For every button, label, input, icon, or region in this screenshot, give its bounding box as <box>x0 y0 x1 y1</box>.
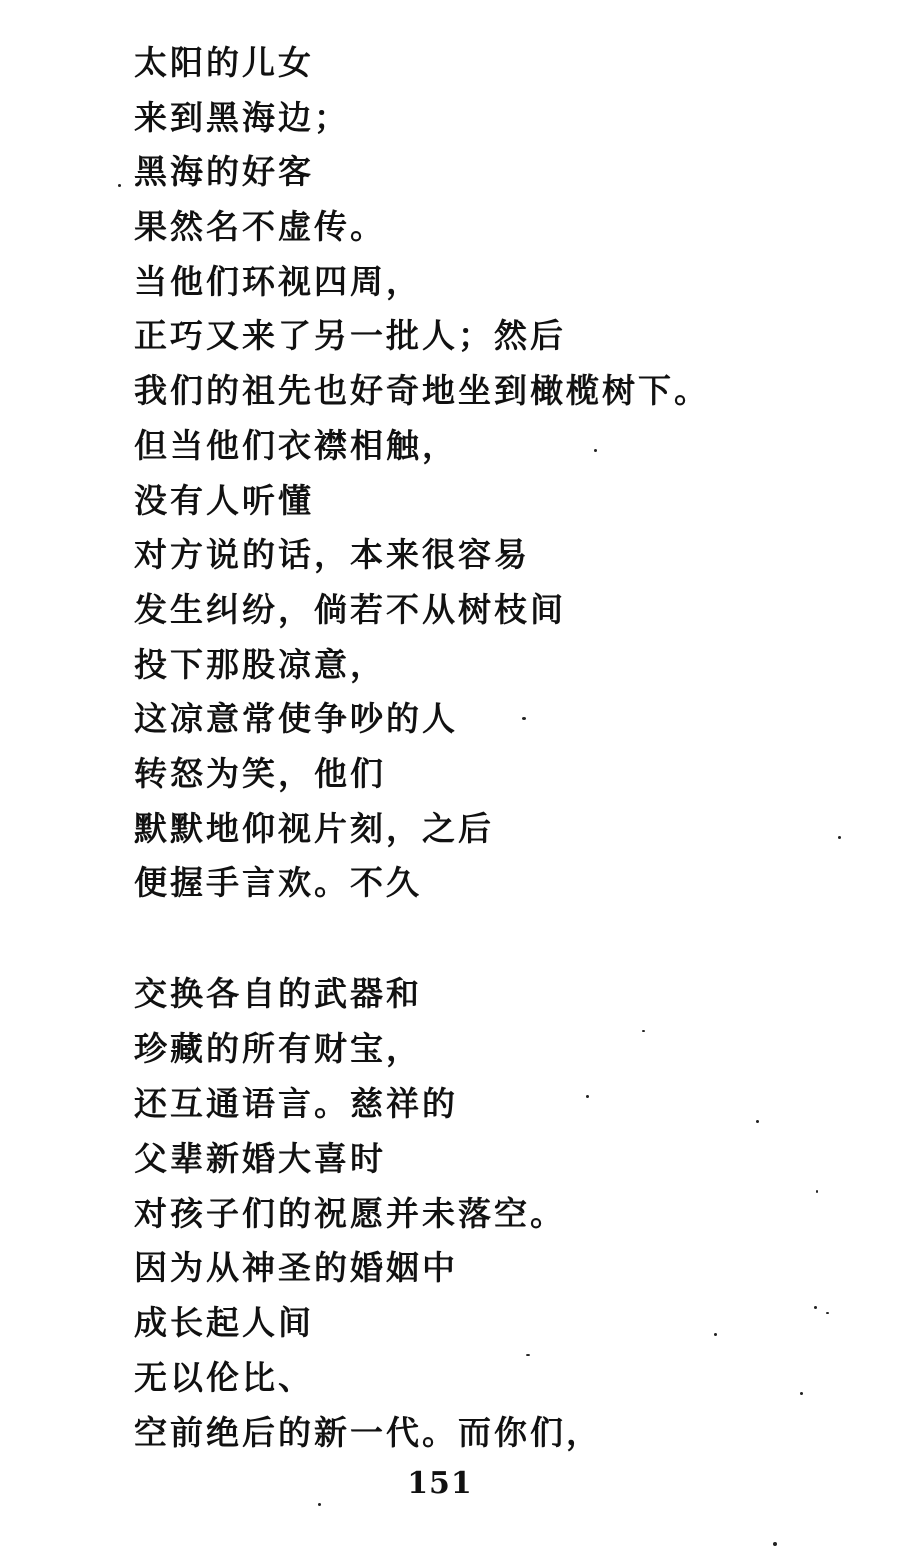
poem-line: 因为从神圣的婚姻中 <box>134 1248 458 1288</box>
poem-stanza-2 <box>134 967 602 1461</box>
scan-speck <box>814 1306 817 1309</box>
poem-line: 转怒为笑，他们 <box>134 753 386 793</box>
poem-line: 还互通语言。慈祥的 <box>134 1083 458 1123</box>
scan-speck <box>800 1392 803 1395</box>
poem-line: 正巧又来了另一批人；然后 <box>134 316 566 356</box>
scan-speck <box>118 184 121 187</box>
poem-line: 当他们环视四周， <box>134 261 422 301</box>
poem-line: 对孩子们的祝愿并未落空。 <box>134 1193 566 1233</box>
poem-line: 我们的祖先也好奇地坐到橄榄树下。 <box>134 371 710 411</box>
poem-line: 无以伦比、 <box>134 1358 314 1398</box>
poem-line: 便握手言欢。不久 <box>134 863 422 903</box>
poem-line: 没有人听懂 <box>134 480 314 520</box>
poem-line: 交换各自的武器和 <box>134 974 422 1013</box>
poem-line: 太阳的儿女 <box>134 43 314 82</box>
poem-line: 发生纠纷，倘若不从树枝间 <box>134 589 566 629</box>
poem-stanza-1 <box>134 36 710 911</box>
page-number: 151 <box>407 1466 473 1501</box>
poem-line: 珍藏的所有财宝， <box>134 1028 422 1068</box>
poem-line: 空前绝后的新一代。而你们， <box>134 1413 602 1453</box>
scan-speck <box>816 1190 818 1193</box>
scan-speck <box>826 1312 829 1314</box>
poem-line: 但当他们衣襟相触， <box>134 425 458 465</box>
poem-line: 果然名不虚传。 <box>134 207 386 247</box>
scan-speck <box>522 717 526 720</box>
scan-speck <box>594 449 597 452</box>
scan-speck <box>586 1095 589 1098</box>
poem-line: 这凉意常使争吵的人 <box>134 699 458 739</box>
poem-line: 父辈新婚大喜时 <box>134 1138 386 1178</box>
scan-speck <box>318 1503 321 1506</box>
scan-speck <box>526 1354 530 1356</box>
scan-speck <box>756 1120 759 1123</box>
scan-speck <box>838 836 841 839</box>
poem-line: 投下那股凉意， <box>134 644 386 684</box>
poem-line: 来到黑海边； <box>134 97 350 137</box>
poem-line: 黑海的好客 <box>134 152 314 192</box>
poem-line: 默默地仰视片刻，之后 <box>134 808 494 848</box>
scan-speck <box>714 1333 717 1336</box>
scan-speck <box>642 1030 645 1032</box>
poem-line: 成长起人间 <box>134 1303 314 1343</box>
scan-speck <box>773 1542 777 1546</box>
poem-line: 对方说的话，本来很容易 <box>134 535 530 575</box>
